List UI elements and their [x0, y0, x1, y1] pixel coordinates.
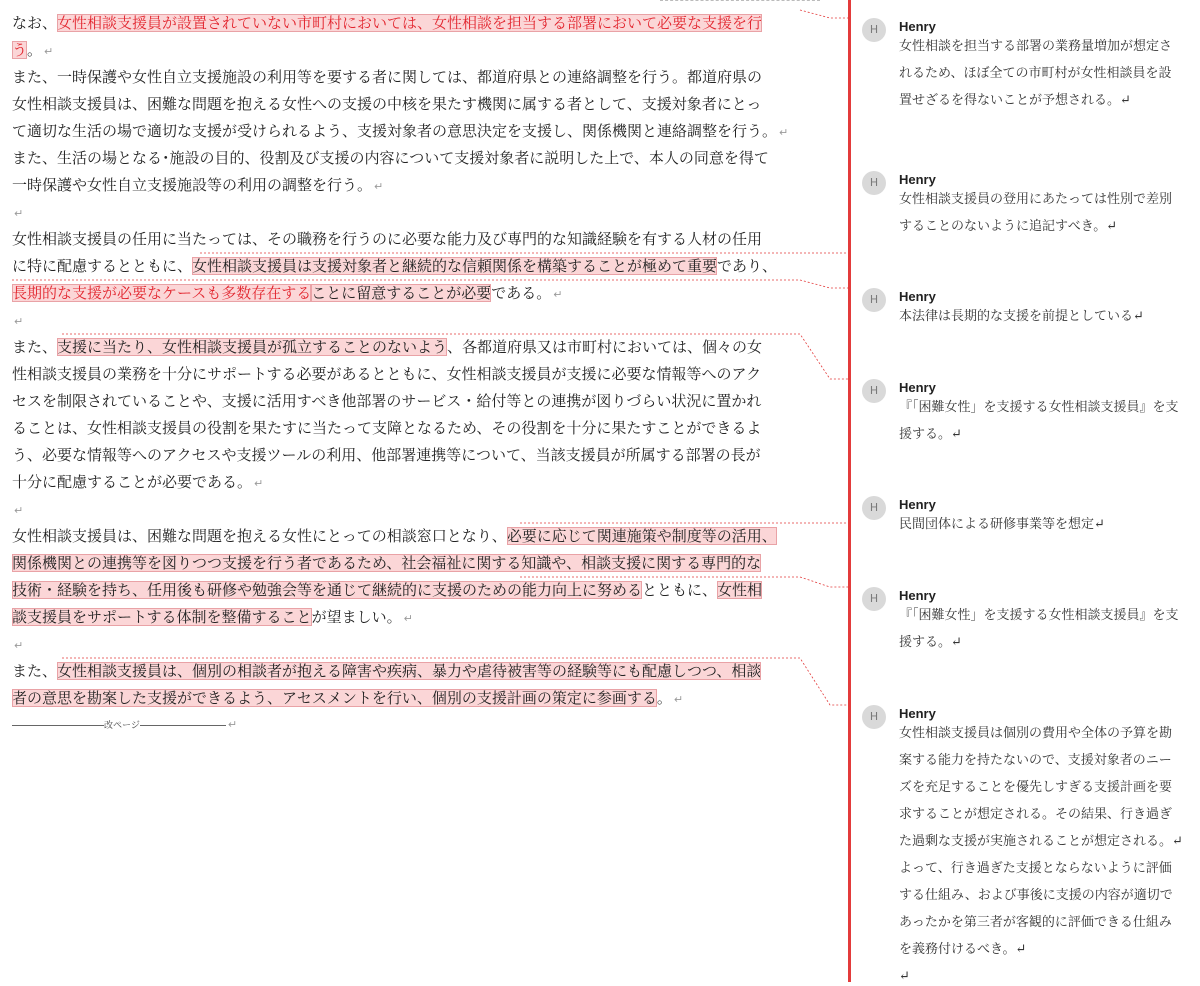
- paragraph-mark: ↵: [227, 718, 238, 731]
- commented-text[interactable]: 支援に当たり、女性相談支援員が孤立することのないよう: [57, 338, 448, 356]
- comment-text-line: 援する。↵: [899, 427, 962, 442]
- comment-text-line: 『「困難女性」を支援する女性相談支援員』を支: [899, 400, 1179, 415]
- text-line[interactable]: [12, 91, 761, 118]
- commented-text[interactable]: 談支援員をサポートする体制を整備すること: [12, 608, 312, 626]
- paragraph-mark: ↵: [779, 126, 789, 139]
- commented-text[interactable]: 女性相: [717, 581, 763, 599]
- text-line[interactable]: [12, 685, 683, 712]
- text-line[interactable]: [12, 469, 263, 496]
- comment-text-line: 女性相談支援員は個別の費用や全体の予算を勘: [899, 726, 1173, 741]
- empty-line[interactable]: [12, 631, 23, 658]
- comment-text-line: 女性相談支援員の登用にあたっては性別で差別: [899, 192, 1173, 207]
- text-segment: 、各都道府県又は市町村においては、個々の女: [447, 338, 763, 356]
- comment-author: Henry: [899, 706, 936, 721]
- paragraph-mark: ↵: [673, 693, 684, 706]
- text-line[interactable]: [12, 37, 53, 64]
- comment-text-line: する仕組み、および事後に支援の内容が適切で: [899, 888, 1173, 903]
- comment-text-line: 『「困難女性」を支援する女性相談支援員』を支: [899, 608, 1179, 623]
- paragraph-mark: ↵: [14, 207, 24, 220]
- text-segment: であり、: [717, 257, 778, 275]
- comment-author: Henry: [899, 289, 936, 304]
- top-dashed-guide: [660, 0, 820, 1]
- comment-author: Henry: [899, 380, 936, 395]
- avatar: H: [862, 18, 886, 42]
- comment-bar: [849, 376, 851, 488]
- text-line[interactable]: [12, 172, 383, 199]
- text-line[interactable]: [12, 658, 761, 685]
- comment-text-line: た過剰な支援が実施されることが想定される。↵: [899, 834, 1183, 849]
- comment-author: Henry: [899, 497, 936, 512]
- text-segment: 。: [27, 41, 43, 59]
- text-segment: 。: [656, 689, 672, 707]
- comment-text-line: ↵: [899, 969, 910, 984]
- text-line[interactable]: [12, 415, 761, 442]
- text-segment: なお、: [12, 14, 58, 32]
- comment-author: Henry: [899, 19, 936, 34]
- avatar: H: [862, 587, 886, 611]
- commented-text[interactable]: 女性相談支援員は、個別の相談者が抱える障害や疾病、暴力や虐待被害等の経験等にも配慮しつつ、相談: [57, 662, 762, 680]
- text-segment: 女性相談支援員は、困難な問題を抱える女性にとっての相談窓口となり、: [12, 527, 507, 545]
- comment-author: Henry: [899, 172, 936, 187]
- commented-text[interactable]: う: [12, 41, 28, 59]
- text-segment: 女性相談支援員の任用に当たっては、その職務を行うのに必要な能力及び専門的な知識経験を有する人材の任用: [12, 230, 763, 248]
- text-segment: 性相談支援員の業務を十分にサポートする必要があるとともに、女性相談支援員が支援に必要な情報等へのアク: [12, 365, 762, 383]
- paragraph-mark: ↵: [14, 639, 24, 652]
- avatar: H: [862, 379, 886, 403]
- avatar: H: [862, 705, 886, 729]
- page-break: [12, 718, 237, 731]
- comment-bar: [849, 0, 851, 155]
- avatar: H: [862, 496, 886, 520]
- text-line[interactable]: [12, 604, 413, 631]
- comment-text-line: 女性相談を担当する部署の業務量増加が想定さ: [899, 39, 1173, 54]
- comment-text-line: 置せざるを得ないことが予想される。↵: [899, 93, 1131, 108]
- text-segment: また、生活の場となる･施設の目的、役割及び支援の内容について支援対象者に説明した上で、本人の同意を得て: [12, 149, 769, 167]
- page-break-line-left: [12, 725, 104, 726]
- paragraph-mark: ↵: [553, 288, 563, 301]
- paragraph-mark: ↵: [44, 45, 54, 58]
- text-line[interactable]: [12, 118, 788, 145]
- text-segment: う、必要な情報等へのアクセスや支援ツールの利用、他部署連携等について、当該支援員が所属する部署の長が: [12, 446, 761, 464]
- commented-text[interactable]: 関係機関との連携等を図りつつ支援を行う者であるため、社会福祉に関する知識や、相談支援に関する専門的な: [12, 554, 762, 572]
- comment-text-line: を義務付けるべき。↵: [899, 942, 1027, 957]
- paragraph-mark: ↵: [403, 612, 413, 625]
- comment-text-line: 民間団体による研修事業等を想定↵: [899, 517, 1105, 532]
- text-line[interactable]: [12, 145, 769, 172]
- text-line[interactable]: [12, 577, 762, 604]
- comment-text-line: 案する能力を持たないので、支援対象者のニー: [899, 753, 1172, 768]
- comment-bar: [849, 492, 851, 580]
- comment-text-line: ズを充足することを優先しすぎる支援計画を要: [899, 780, 1173, 795]
- comments-pane[interactable]: [848, 0, 1200, 982]
- text-segment: である。: [491, 284, 552, 302]
- text-segment: 女性相談支援員は、困難な問題を抱える女性への支援の中核を果たす機関に属する者として、支援対象者にとっ: [12, 95, 762, 113]
- text-line[interactable]: [12, 253, 777, 280]
- page-break-label: 改ページ: [104, 721, 140, 731]
- avatar: H: [862, 171, 886, 195]
- text-line[interactable]: [12, 550, 761, 577]
- text-line[interactable]: [12, 10, 762, 37]
- text-segment: また、: [12, 662, 58, 680]
- paragraph-mark: ↵: [374, 180, 384, 193]
- text-line[interactable]: [12, 388, 761, 415]
- comment-text-line: することのないように追記すべき。↵: [899, 219, 1118, 234]
- text-segment: ることは、女性相談支援員の役割を果たすに当たって支障となるため、その役割を十分に果たすことができるよ: [12, 419, 762, 437]
- text-line[interactable]: [12, 523, 777, 550]
- paragraph-mark: ↵: [14, 315, 24, 328]
- comment-author: Henry: [899, 588, 936, 603]
- commented-text[interactable]: 女性相談支援員が設置されていない市町村においては、女性相談を担当する部署において必要な支援を行: [57, 14, 763, 32]
- paragraph-mark: ↵: [254, 477, 264, 490]
- text-line[interactable]: [12, 334, 762, 361]
- comment-text-line: 本法律は長期的な支援を前提としている↵: [899, 309, 1144, 324]
- comment-text-line: 援する。↵: [899, 635, 962, 650]
- text-segment: に特に配慮するとともに、: [12, 257, 193, 275]
- text-line[interactable]: [12, 280, 563, 307]
- commented-text[interactable]: 女性相談支援員は支援対象者と継続的な信頼関係を構築することが極めて重要: [192, 257, 718, 275]
- empty-line[interactable]: [12, 199, 23, 226]
- commented-text[interactable]: 技術・経験を持ち、任用後も研修や勉強会等を通じて継続的に支援のための能力向上に努める: [12, 581, 643, 599]
- comment-text-line: よって、行き過ぎた支援とならないように評価: [899, 861, 1172, 876]
- text-segment: 一時保護や女性自立支援施設等の利用の調整を行う。: [12, 176, 373, 194]
- comment-bar: [849, 584, 851, 700]
- commented-text[interactable]: 必要に応じて関連施策や制度等の活用、: [506, 527, 777, 545]
- text-segment: が望ましい。: [311, 608, 402, 626]
- text-line[interactable]: [12, 64, 762, 91]
- text-line[interactable]: [12, 361, 761, 388]
- text-segment: また、: [12, 338, 58, 356]
- commented-text[interactable]: 長期的な支援が必要なケースも多数存在する: [12, 284, 312, 302]
- text-segment: セスを制限されていることや、支援に活用すべき他部署のサービス・給付等との連携が図りづらい状況に置かれ: [12, 392, 762, 410]
- commented-text[interactable]: ことに留意することが必要: [311, 284, 492, 302]
- avatar: H: [862, 288, 886, 312]
- comment-text-line: 求することが想定される。その結果、行き過ぎ: [899, 807, 1173, 822]
- text-segment: て適切な生活の場で適切な支援が受けられるよう、支援対象者の意思決定を支援し、関係機関と連絡調整を行う。: [12, 122, 778, 140]
- comment-bar: [849, 287, 851, 372]
- comment-text-line: あったかを第三者が客観的に評価できる仕組み: [899, 915, 1172, 930]
- text-segment: また、一時保護や女性自立支援施設の利用等を要する者に関しては、都道府県との連絡調整を行う。都道府県の: [12, 68, 763, 86]
- text-line[interactable]: [12, 226, 762, 253]
- comment-bar: [849, 168, 851, 282]
- empty-line[interactable]: [12, 496, 23, 523]
- commented-text[interactable]: 者の意思を勘案した支援ができるよう、アセスメントを行い、個別の支援計画の策定に参画する: [12, 689, 657, 707]
- text-segment: とともに、: [642, 581, 718, 599]
- empty-line[interactable]: [12, 307, 23, 334]
- text-segment: 十分に配慮することが必要である。: [12, 473, 253, 491]
- paragraph-mark: ↵: [14, 504, 24, 517]
- page-break-line-right: [140, 725, 226, 726]
- comment-text-line: れるため、ほぼ全ての市町村が女性相談員を設: [899, 66, 1172, 81]
- text-line[interactable]: [12, 442, 761, 469]
- comment-bar: [849, 702, 851, 982]
